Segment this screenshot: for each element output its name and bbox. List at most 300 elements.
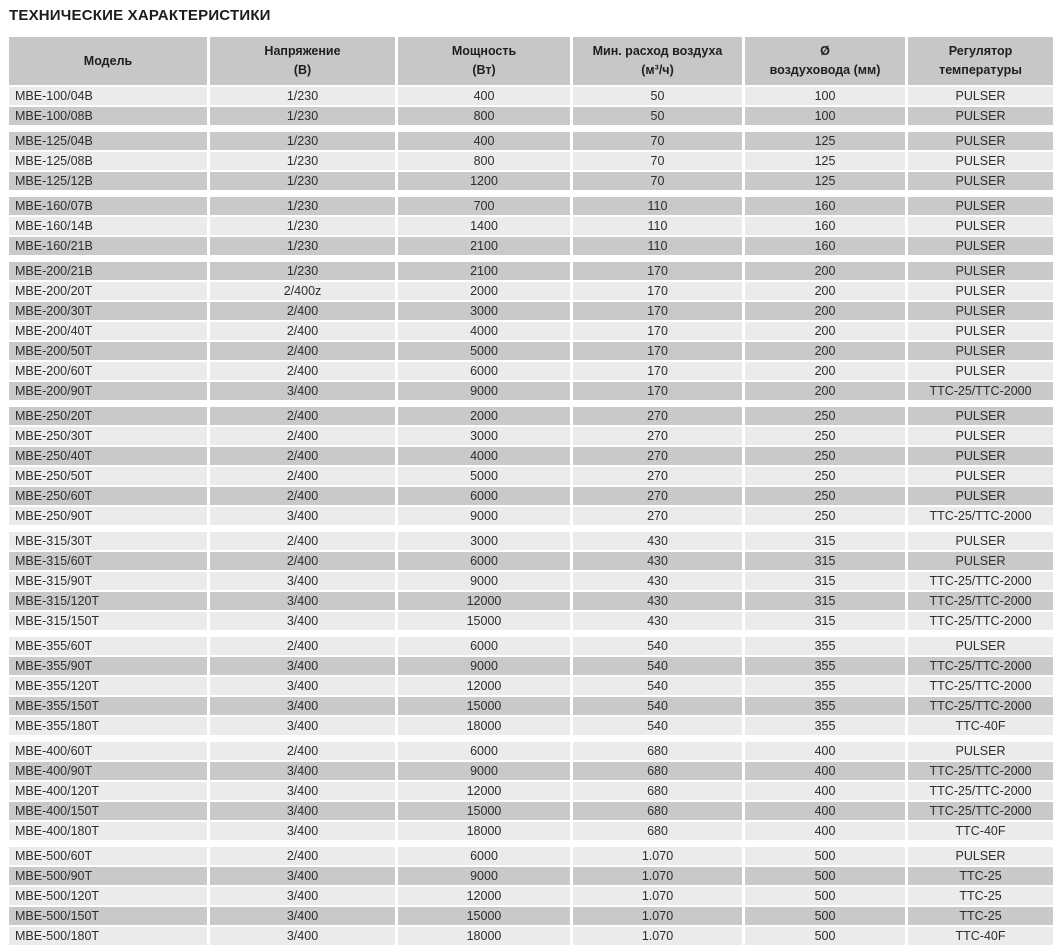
cell-airflow: 1.070: [573, 927, 742, 945]
cell-diameter: 400: [745, 802, 905, 820]
cell-diameter: 400: [745, 742, 905, 760]
table-row: [9, 447, 1053, 465]
table-row: [9, 197, 1053, 215]
cell-regulator: TTC-25/TTC-2000: [908, 572, 1053, 590]
cell-diameter: 315: [745, 572, 905, 590]
cell-regulator: PULSER: [908, 637, 1053, 655]
cell-airflow: 170: [573, 382, 742, 400]
cell-voltage: 3/400: [210, 592, 395, 610]
cell-model: MBE-160/21B: [9, 237, 207, 255]
cell-regulator: TTC-25: [908, 867, 1053, 885]
cell-model: MBE-125/08B: [9, 152, 207, 170]
cell-model: MBE-125/12B: [9, 172, 207, 190]
cell-airflow: 170: [573, 282, 742, 300]
cell-voltage: 3/400: [210, 822, 395, 840]
table-row: [9, 532, 1053, 550]
cell-model: MBE-200/20T: [9, 282, 207, 300]
cell-diameter: 315: [745, 552, 905, 570]
cell-power: 2000: [398, 407, 570, 425]
cell-airflow: 680: [573, 822, 742, 840]
cell-diameter: 100: [745, 87, 905, 105]
cell-model: MBE-500/150T: [9, 907, 207, 925]
table-row: [9, 107, 1053, 125]
column-header-line: Напряжение: [264, 44, 341, 58]
table-row: [9, 322, 1053, 340]
cell-airflow: 170: [573, 302, 742, 320]
cell-regulator: PULSER: [908, 342, 1053, 360]
cell-power: 5000: [398, 342, 570, 360]
cell-model: MBE-250/40T: [9, 447, 207, 465]
cell-model: MBE-315/120T: [9, 592, 207, 610]
table-group: [9, 132, 1053, 190]
cell-voltage: 2/400: [210, 487, 395, 505]
cell-diameter: 125: [745, 152, 905, 170]
cell-power: 6000: [398, 847, 570, 865]
cell-voltage: 3/400: [210, 657, 395, 675]
cell-airflow: 430: [573, 592, 742, 610]
cell-power: 3000: [398, 532, 570, 550]
cell-diameter: 500: [745, 907, 905, 925]
cell-power: 400: [398, 87, 570, 105]
table-group: [9, 847, 1053, 945]
cell-diameter: 355: [745, 657, 905, 675]
cell-model: MBE-500/90T: [9, 867, 207, 885]
cell-regulator: PULSER: [908, 282, 1053, 300]
table-row: [9, 847, 1053, 865]
cell-model: MBE-250/60T: [9, 487, 207, 505]
cell-voltage: 2/400: [210, 552, 395, 570]
table-row: [9, 237, 1053, 255]
table-row: [9, 427, 1053, 445]
column-header-regulator: [908, 37, 1053, 85]
column-header-airflow: [573, 37, 742, 85]
cell-power: 3000: [398, 302, 570, 320]
cell-airflow: 540: [573, 717, 742, 735]
cell-model: MBE-200/90T: [9, 382, 207, 400]
table-row: [9, 507, 1053, 525]
cell-diameter: 250: [745, 487, 905, 505]
cell-regulator: TTC-25/TTC-2000: [908, 802, 1053, 820]
cell-diameter: 355: [745, 697, 905, 715]
cell-diameter: 125: [745, 172, 905, 190]
cell-regulator: PULSER: [908, 107, 1053, 125]
cell-voltage: 1/230: [210, 197, 395, 215]
cell-airflow: 1.070: [573, 847, 742, 865]
cell-airflow: 110: [573, 217, 742, 235]
cell-regulator: TTC-25/TTC-2000: [908, 677, 1053, 695]
table-header: [9, 37, 1053, 85]
table-row: [9, 802, 1053, 820]
cell-regulator: TTC-25/TTC-2000: [908, 782, 1053, 800]
cell-power: 800: [398, 107, 570, 125]
cell-regulator: TTC-25/TTC-2000: [908, 592, 1053, 610]
cell-regulator: PULSER: [908, 237, 1053, 255]
cell-regulator: TTC-25/TTC-2000: [908, 697, 1053, 715]
cell-model: MBE-250/50T: [9, 467, 207, 485]
cell-regulator: TTC-40F: [908, 717, 1053, 735]
cell-airflow: 430: [573, 612, 742, 630]
table-row: [9, 572, 1053, 590]
cell-regulator: PULSER: [908, 847, 1053, 865]
column-header-power: [398, 37, 570, 85]
cell-voltage: 2/400: [210, 407, 395, 425]
cell-diameter: 400: [745, 762, 905, 780]
cell-voltage: 3/400: [210, 507, 395, 525]
table-row: [9, 867, 1053, 885]
cell-model: MBE-400/150T: [9, 802, 207, 820]
cell-diameter: 355: [745, 677, 905, 695]
cell-model: MBE-315/90T: [9, 572, 207, 590]
cell-diameter: 500: [745, 887, 905, 905]
cell-airflow: 540: [573, 657, 742, 675]
cell-regulator: PULSER: [908, 87, 1053, 105]
cell-airflow: 430: [573, 572, 742, 590]
cell-regulator: TTC-25/TTC-2000: [908, 612, 1053, 630]
cell-model: MBE-315/60T: [9, 552, 207, 570]
cell-voltage: 3/400: [210, 907, 395, 925]
cell-model: MBE-250/90T: [9, 507, 207, 525]
cell-power: 15000: [398, 907, 570, 925]
table-row: [9, 132, 1053, 150]
cell-power: 1200: [398, 172, 570, 190]
cell-diameter: 500: [745, 847, 905, 865]
cell-model: MBE-200/30T: [9, 302, 207, 320]
cell-regulator: PULSER: [908, 132, 1053, 150]
column-header-voltage: [210, 37, 395, 85]
cell-power: 6000: [398, 637, 570, 655]
cell-airflow: 680: [573, 762, 742, 780]
cell-airflow: 170: [573, 362, 742, 380]
table-group: [9, 742, 1053, 840]
cell-power: 4000: [398, 322, 570, 340]
table-row: [9, 822, 1053, 840]
cell-model: MBE-100/08B: [9, 107, 207, 125]
cell-regulator: PULSER: [908, 217, 1053, 235]
table-body: [9, 87, 1053, 945]
cell-airflow: 270: [573, 507, 742, 525]
cell-model: MBE-500/180T: [9, 927, 207, 945]
cell-diameter: 200: [745, 282, 905, 300]
table-row: [9, 467, 1053, 485]
cell-diameter: 355: [745, 637, 905, 655]
cell-airflow: 540: [573, 677, 742, 695]
table-row: [9, 407, 1053, 425]
cell-voltage: 3/400: [210, 867, 395, 885]
table-row: [9, 302, 1053, 320]
column-header-line: Мин. расход воздуха: [592, 44, 723, 58]
cell-regulator: TTC-25: [908, 887, 1053, 905]
cell-regulator: PULSER: [908, 552, 1053, 570]
cell-voltage: 2/400: [210, 742, 395, 760]
cell-diameter: 400: [745, 822, 905, 840]
table-group: [9, 637, 1053, 735]
cell-diameter: 160: [745, 217, 905, 235]
page-title: ТЕХНИЧЕСКИЕ ХАРАКТЕРИСТИКИ: [9, 7, 271, 24]
cell-diameter: 200: [745, 342, 905, 360]
cell-airflow: 170: [573, 342, 742, 360]
table-row: [9, 717, 1053, 735]
cell-voltage: 3/400: [210, 717, 395, 735]
cell-regulator: TTC-40F: [908, 822, 1053, 840]
table-row: [9, 592, 1053, 610]
cell-diameter: 100: [745, 107, 905, 125]
cell-power: 18000: [398, 927, 570, 945]
table-row: [9, 657, 1053, 675]
cell-diameter: 250: [745, 447, 905, 465]
cell-diameter: 315: [745, 612, 905, 630]
column-header-line: (Вт): [472, 63, 496, 77]
cell-diameter: 250: [745, 467, 905, 485]
cell-voltage: 1/230: [210, 152, 395, 170]
column-header-model: [9, 37, 207, 85]
cell-regulator: PULSER: [908, 407, 1053, 425]
cell-power: 4000: [398, 447, 570, 465]
cell-voltage: 2/400z: [210, 282, 395, 300]
table-row: [9, 782, 1053, 800]
cell-voltage: 2/400: [210, 447, 395, 465]
table-row: [9, 152, 1053, 170]
cell-airflow: 1.070: [573, 867, 742, 885]
cell-diameter: 250: [745, 407, 905, 425]
cell-voltage: 2/400: [210, 322, 395, 340]
cell-voltage: 1/230: [210, 262, 395, 280]
cell-regulator: TTC-25/TTC-2000: [908, 657, 1053, 675]
cell-airflow: 50: [573, 107, 742, 125]
cell-voltage: 1/230: [210, 237, 395, 255]
cell-model: MBE-160/14B: [9, 217, 207, 235]
cell-power: 12000: [398, 677, 570, 695]
table-row: [9, 697, 1053, 715]
cell-airflow: 680: [573, 782, 742, 800]
table-row: [9, 887, 1053, 905]
cell-regulator: PULSER: [908, 532, 1053, 550]
cell-model: MBE-400/120T: [9, 782, 207, 800]
cell-voltage: 3/400: [210, 802, 395, 820]
cell-airflow: 70: [573, 152, 742, 170]
column-header-line: (В): [293, 63, 312, 77]
cell-diameter: 160: [745, 197, 905, 215]
cell-power: 3000: [398, 427, 570, 445]
cell-power: 9000: [398, 572, 570, 590]
cell-power: 12000: [398, 592, 570, 610]
cell-regulator: PULSER: [908, 362, 1053, 380]
cell-diameter: 250: [745, 507, 905, 525]
cell-voltage: 1/230: [210, 217, 395, 235]
cell-regulator: PULSER: [908, 742, 1053, 760]
column-header-line: температуры: [939, 63, 1022, 77]
table-row: [9, 907, 1053, 925]
table-row: [9, 612, 1053, 630]
cell-regulator: PULSER: [908, 172, 1053, 190]
cell-airflow: 1.070: [573, 887, 742, 905]
table-row: [9, 762, 1053, 780]
cell-voltage: 1/230: [210, 107, 395, 125]
cell-model: MBE-500/120T: [9, 887, 207, 905]
cell-diameter: 200: [745, 302, 905, 320]
cell-model: MBE-315/150T: [9, 612, 207, 630]
cell-voltage: 3/400: [210, 782, 395, 800]
cell-power: 6000: [398, 362, 570, 380]
cell-airflow: 110: [573, 197, 742, 215]
cell-power: 12000: [398, 887, 570, 905]
cell-airflow: 270: [573, 487, 742, 505]
cell-power: 800: [398, 152, 570, 170]
cell-airflow: 270: [573, 447, 742, 465]
cell-power: 700: [398, 197, 570, 215]
table-row: [9, 262, 1053, 280]
cell-regulator: PULSER: [908, 447, 1053, 465]
cell-diameter: 200: [745, 322, 905, 340]
cell-airflow: 170: [573, 262, 742, 280]
cell-model: MBE-200/21B: [9, 262, 207, 280]
cell-voltage: 3/400: [210, 927, 395, 945]
cell-airflow: 70: [573, 172, 742, 190]
cell-regulator: PULSER: [908, 197, 1053, 215]
cell-power: 15000: [398, 802, 570, 820]
cell-voltage: 2/400: [210, 362, 395, 380]
table-row: [9, 172, 1053, 190]
cell-model: MBE-315/30T: [9, 532, 207, 550]
cell-model: MBE-200/40T: [9, 322, 207, 340]
cell-model: MBE-200/50T: [9, 342, 207, 360]
cell-model: MBE-160/07B: [9, 197, 207, 215]
cell-regulator: TTC-25: [908, 907, 1053, 925]
cell-voltage: 3/400: [210, 612, 395, 630]
cell-voltage: 2/400: [210, 427, 395, 445]
cell-power: 2000: [398, 282, 570, 300]
cell-power: 2100: [398, 237, 570, 255]
cell-regulator: TTC-40F: [908, 927, 1053, 945]
cell-airflow: 430: [573, 552, 742, 570]
cell-power: 5000: [398, 467, 570, 485]
cell-voltage: 1/230: [210, 87, 395, 105]
cell-power: 6000: [398, 487, 570, 505]
cell-voltage: 2/400: [210, 342, 395, 360]
cell-airflow: 50: [573, 87, 742, 105]
cell-regulator: PULSER: [908, 487, 1053, 505]
cell-model: MBE-200/60T: [9, 362, 207, 380]
cell-diameter: 400: [745, 782, 905, 800]
table-row: [9, 217, 1053, 235]
cell-airflow: 270: [573, 467, 742, 485]
cell-model: MBE-355/120T: [9, 677, 207, 695]
cell-power: 15000: [398, 697, 570, 715]
cell-voltage: 3/400: [210, 382, 395, 400]
cell-model: MBE-400/90T: [9, 762, 207, 780]
cell-airflow: 540: [573, 637, 742, 655]
table-row: [9, 487, 1053, 505]
cell-diameter: 500: [745, 927, 905, 945]
cell-diameter: 200: [745, 262, 905, 280]
cell-diameter: 315: [745, 592, 905, 610]
cell-diameter: 200: [745, 382, 905, 400]
cell-power: 18000: [398, 717, 570, 735]
cell-power: 1400: [398, 217, 570, 235]
column-header-line: Регулятор: [948, 44, 1013, 58]
spec-table: [9, 37, 1053, 945]
cell-airflow: 270: [573, 407, 742, 425]
cell-model: MBE-400/60T: [9, 742, 207, 760]
cell-model: MBE-100/04B: [9, 87, 207, 105]
cell-airflow: 430: [573, 532, 742, 550]
cell-regulator: PULSER: [908, 427, 1053, 445]
cell-airflow: 170: [573, 322, 742, 340]
column-header-line: воздуховода (мм): [769, 63, 881, 77]
table-row: [9, 637, 1053, 655]
cell-power: 6000: [398, 552, 570, 570]
cell-voltage: 3/400: [210, 572, 395, 590]
cell-power: 2100: [398, 262, 570, 280]
cell-diameter: 160: [745, 237, 905, 255]
table-group: [9, 262, 1053, 400]
cell-power: 9000: [398, 657, 570, 675]
cell-airflow: 680: [573, 742, 742, 760]
cell-regulator: PULSER: [908, 302, 1053, 320]
cell-model: MBE-355/150T: [9, 697, 207, 715]
table-group: [9, 87, 1053, 125]
cell-voltage: 2/400: [210, 532, 395, 550]
cell-diameter: 200: [745, 362, 905, 380]
cell-voltage: 3/400: [210, 697, 395, 715]
table-group: [9, 407, 1053, 525]
table-row: [9, 677, 1053, 695]
cell-diameter: 355: [745, 717, 905, 735]
cell-power: 15000: [398, 612, 570, 630]
cell-power: 6000: [398, 742, 570, 760]
table-row: [9, 87, 1053, 105]
cell-regulator: TTC-25/TTC-2000: [908, 382, 1053, 400]
cell-regulator: PULSER: [908, 322, 1053, 340]
cell-regulator: TTC-25/TTC-2000: [908, 507, 1053, 525]
cell-model: MBE-400/180T: [9, 822, 207, 840]
cell-airflow: 680: [573, 802, 742, 820]
cell-power: 9000: [398, 382, 570, 400]
cell-voltage: 3/400: [210, 677, 395, 695]
column-header-line: Мощность: [451, 44, 517, 58]
cell-diameter: 315: [745, 532, 905, 550]
cell-power: 9000: [398, 507, 570, 525]
cell-power: 12000: [398, 782, 570, 800]
table-group: [9, 197, 1053, 255]
cell-model: MBE-355/60T: [9, 637, 207, 655]
table-row: [9, 927, 1053, 945]
cell-diameter: 500: [745, 867, 905, 885]
cell-diameter: 125: [745, 132, 905, 150]
cell-voltage: 1/230: [210, 172, 395, 190]
cell-power: 9000: [398, 867, 570, 885]
cell-airflow: 270: [573, 427, 742, 445]
cell-airflow: 70: [573, 132, 742, 150]
cell-model: MBE-355/90T: [9, 657, 207, 675]
table-row: [9, 382, 1053, 400]
column-header-line: Ø: [820, 44, 830, 58]
column-header-diameter: [745, 37, 905, 85]
table-row: [9, 362, 1053, 380]
cell-power: 18000: [398, 822, 570, 840]
table-row: [9, 342, 1053, 360]
cell-voltage: 1/230: [210, 132, 395, 150]
cell-regulator: PULSER: [908, 152, 1053, 170]
cell-regulator: TTC-25/TTC-2000: [908, 762, 1053, 780]
cell-regulator: PULSER: [908, 262, 1053, 280]
cell-diameter: 250: [745, 427, 905, 445]
cell-model: MBE-250/30T: [9, 427, 207, 445]
cell-power: 9000: [398, 762, 570, 780]
cell-voltage: 2/400: [210, 847, 395, 865]
cell-model: MBE-500/60T: [9, 847, 207, 865]
column-header-line: (м³/ч): [641, 63, 674, 77]
table-group: [9, 532, 1053, 630]
